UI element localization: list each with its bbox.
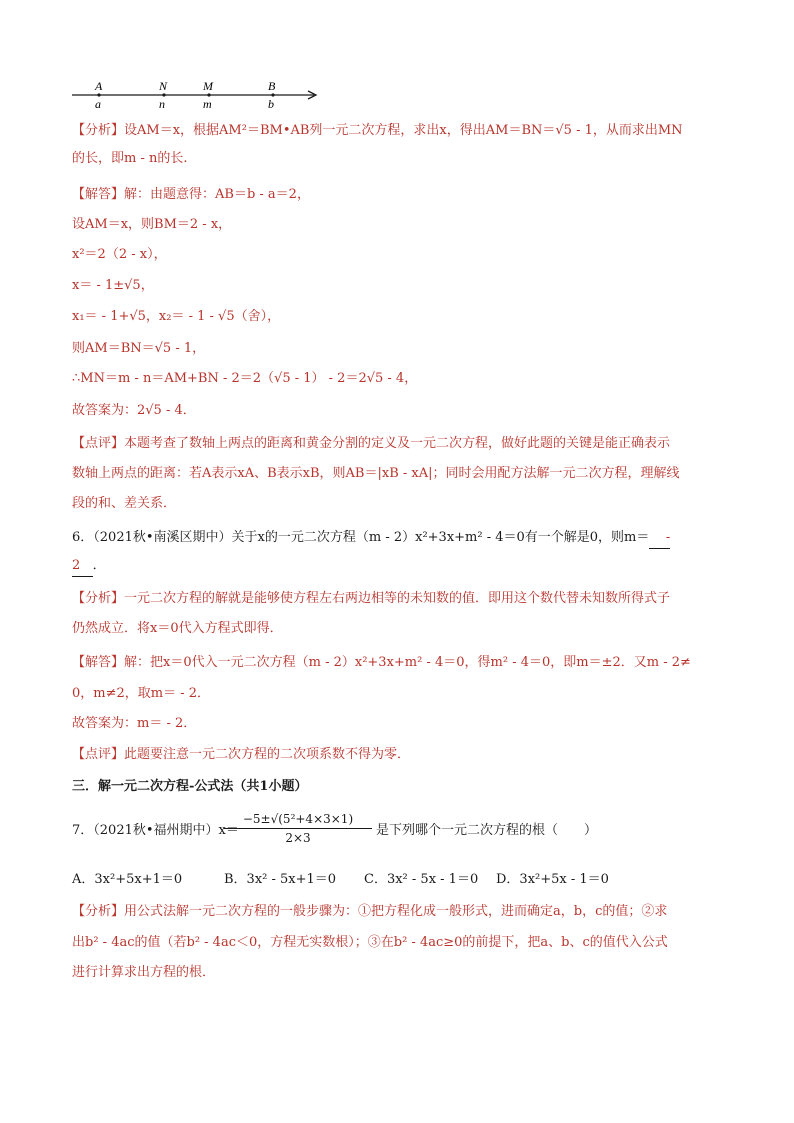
q6-comment-text: 此题要注意一元二次方程的二次项系数不得为零． bbox=[124, 747, 411, 762]
q7-stem-prefix: 7．（2021秋•福州期中）x＝ bbox=[72, 823, 239, 838]
q5-analysis-text: 设AM＝x，根据AM²＝BM•AB列一元二次方程，求出x，得出AM＝BN＝√5 - 1，从而求出MN bbox=[124, 123, 683, 138]
point-label-A: A bbox=[95, 79, 103, 93]
q5-answer-line-1 bbox=[72, 185, 727, 205]
analysis-tag: 【分析】 bbox=[72, 123, 125, 138]
analysis-tag: 【分析】 bbox=[72, 904, 125, 919]
q7-analysis-line-1 bbox=[72, 902, 727, 922]
point-value-m: m bbox=[203, 97, 212, 111]
q5-answer-line-2: 设AM＝x，则BM＝2 - x， bbox=[72, 217, 232, 232]
q6-analysis-line-1 bbox=[72, 589, 727, 609]
q6-stem-end: ． bbox=[92, 558, 106, 573]
point-value-a: a bbox=[95, 97, 101, 111]
q7-option-d[interactable]: D．3x²+5x - 1＝0 bbox=[496, 872, 609, 887]
q6-stem-line-2 bbox=[72, 556, 727, 577]
q6-answer-line-1 bbox=[72, 653, 727, 673]
q5-answer-line-8: 故答案为：2√5 - 4． bbox=[72, 403, 196, 418]
q5-comment-line-3: 段的和、差关系． bbox=[72, 496, 177, 511]
q7-formula-denominator: 2×3 bbox=[285, 831, 311, 845]
q6-answer-line-3: 故答案为：m＝ - 2． bbox=[72, 716, 197, 731]
point-value-b: b bbox=[268, 97, 274, 111]
q7-stem-suffix: 是下列哪个一元二次方程的根（ ） bbox=[376, 823, 598, 838]
q7-option-a[interactable]: A．3x²+5x+1＝0 bbox=[72, 872, 183, 887]
q7-option-c[interactable]: C．3x² - 5x - 1＝0 bbox=[364, 872, 479, 887]
q5-comment-line-2: 数轴上两点的距离：若A表示xA、B表示xB，则AB＝|xB - xA|；同时会用配方法解一元二次方程，理解线 bbox=[72, 466, 680, 481]
number-line-figure bbox=[70, 76, 330, 116]
answer-tag: 【解答】 bbox=[72, 655, 125, 670]
q6-answer-text: 解：把x＝0代入一元二次方程（m - 2）x²+3x+m² - 4＝0，得m² - 4＝0，即m＝±2．又m - 2≠ bbox=[124, 655, 691, 670]
answer-tag: 【解答】 bbox=[72, 187, 125, 202]
q5-answer-line-5: x₁＝ - 1+√5，x₂＝ - 1 - √5（舍）， bbox=[72, 309, 281, 324]
q5-answer-line-6: 则AM＝BN＝√5 - 1， bbox=[72, 341, 206, 356]
q7-analysis-line-3: 进行计算求出方程的根． bbox=[72, 965, 216, 980]
q5-answer-line-4: x＝ - 1±√5， bbox=[72, 278, 154, 293]
q7-analysis-text: 用公式法解一元二次方程的一般步骤为：①把方程化成一般形式，进而确定a，b，c的值；②求 bbox=[124, 904, 668, 919]
q6-answer-line-2: 0，m≠2，取m＝ - 2． bbox=[72, 686, 211, 701]
point-label-M: M bbox=[203, 79, 213, 93]
q5-analysis-line-2: 的长，即m - n的长. bbox=[72, 151, 188, 166]
q6-answer-blank-part2: 2 bbox=[72, 556, 93, 577]
q5-answer-text: 解：由题意得：AB＝b - a＝2， bbox=[124, 187, 310, 202]
point-value-n: n bbox=[159, 97, 165, 111]
q7-formula-numerator: −5±√(5²+4×3×1) bbox=[242, 812, 354, 826]
q6-analysis-line-2: 仍然成立．将x＝0代入方程式即得． bbox=[72, 621, 283, 636]
q5-analysis-line-1 bbox=[72, 121, 727, 141]
q6-answer-blank-part1: - bbox=[649, 528, 670, 549]
comment-tag: 【点评】 bbox=[72, 747, 125, 762]
q5-answer-line-7: ∴MN＝m - n＝AM+BN - 2＝2（√5 - 1） - 2＝2√5 - 4， bbox=[72, 371, 418, 386]
q5-comment-text: 本题考查了数轴上两点的距离和黄金分割的定义及一元二次方程，做好此题的关键是能正确表示 bbox=[124, 436, 671, 451]
q6-stem-line-1 bbox=[72, 528, 727, 549]
q7-formula bbox=[222, 810, 374, 847]
section-title: 三．解一元二次方程-公式法（共1小题） bbox=[72, 779, 308, 794]
analysis-tag: 【分析】 bbox=[72, 591, 125, 606]
point-label-B: B bbox=[268, 79, 276, 93]
q6-analysis-text: 一元二次方程的解就是能够使方程左右两边相等的未知数的值．即用这个数代替未知数所得式子 bbox=[124, 591, 671, 606]
q7-analysis-line-2: 出b² - 4ac的值（若b² - 4ac＜0，方程无实数根）；③在b² - 4ac≥0的前提下，把a、b、c的值代入公式 bbox=[72, 935, 668, 950]
q7-stem-line bbox=[72, 812, 727, 857]
q6-stem-text: 6．（2021秋•南溪区期中）关于x的一元二次方程（m - 2）x²+3x+m² - 4＝0有一个解是0，则m＝ bbox=[72, 530, 650, 545]
q6-comment-line-1 bbox=[72, 745, 727, 765]
q5-comment-line-1 bbox=[72, 434, 727, 454]
point-label-N: N bbox=[159, 79, 168, 93]
q5-answer-line-3: x²＝2（2 - x）， bbox=[72, 247, 167, 262]
comment-tag: 【点评】 bbox=[72, 436, 125, 451]
q7-option-b[interactable]: B．3x² - 5x+1＝0 bbox=[224, 872, 337, 887]
